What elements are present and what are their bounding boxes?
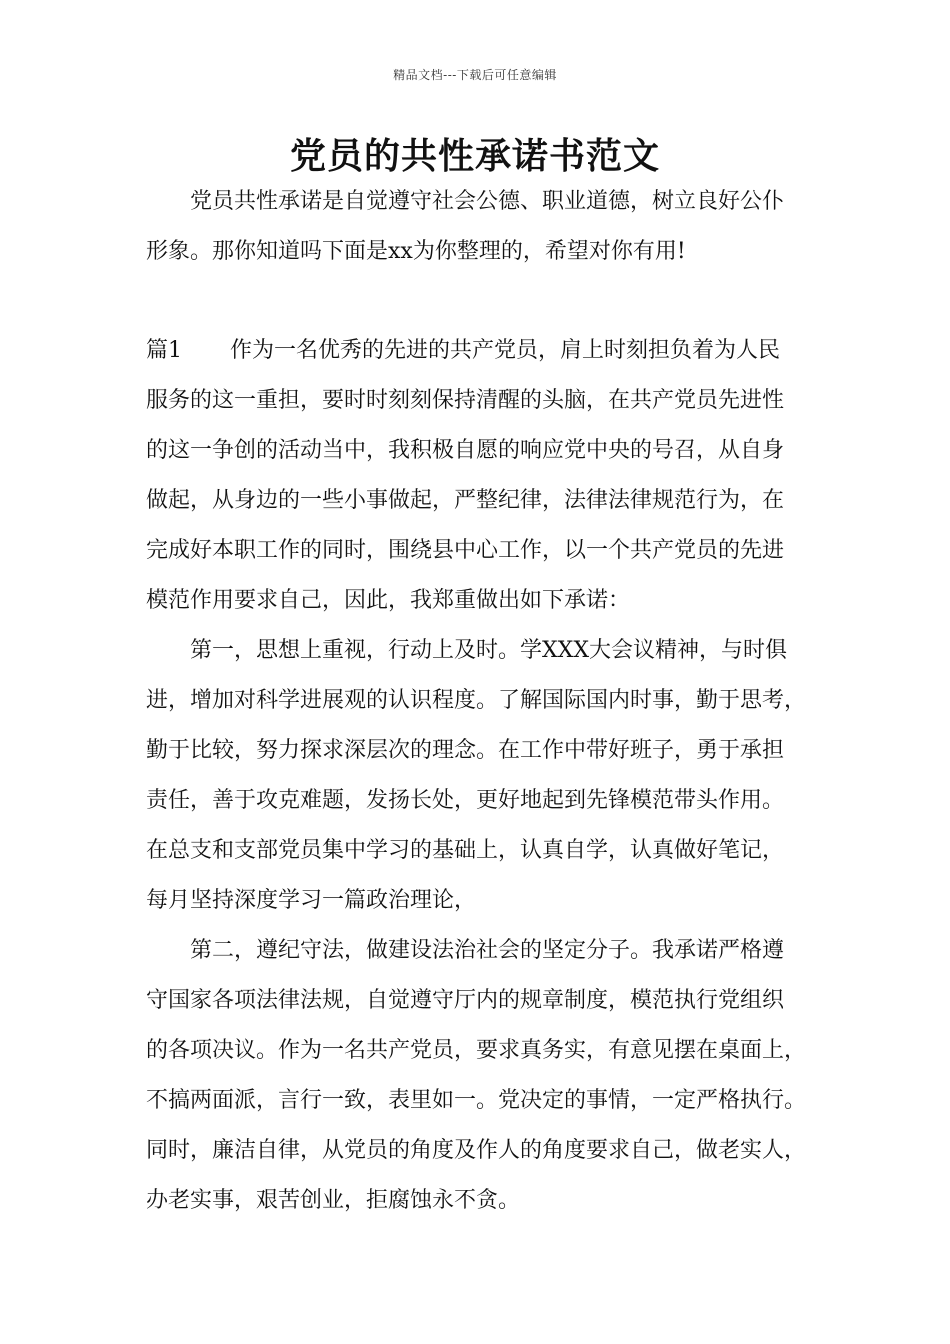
- paragraph-line: 同时，廉洁自律，从党员的角度及作人的角度要求自己，做老实人，: [146, 1138, 807, 1163]
- article-line: 服务的这一重担，要时时刻刻保持清醒的头脑，在共产党员先进性: [146, 388, 785, 413]
- intro-paragraph: [146, 177, 826, 277]
- article-paragraph-1: [146, 326, 826, 626]
- paragraph-line: 守国家各项法律法规，自觉遵守厅内的规章制度，模范执行党组织: [146, 988, 785, 1013]
- article-line: 作为一名优秀的先进的共产党员，肩上时刻担负着为人民: [230, 338, 781, 363]
- intro-line: 党员共性承诺是自觉遵守社会公德、职业道德，树立良好公仆: [190, 189, 785, 214]
- paragraph-line: 进，增加对科学进展观的认识程度。了解国际国内时事，勤于思考，: [146, 688, 807, 713]
- article-label: 篇1: [146, 338, 182, 363]
- article-paragraph-2: [146, 626, 826, 926]
- article-line: 模范作用要求自己，因此，我郑重做出如下承诺：: [146, 588, 631, 613]
- paragraph-line: 第二，遵纪守法，做建设法治社会的坚定分子。我承诺严格遵: [190, 938, 785, 963]
- paragraph-line: 的各项决议。作为一名共产党员，要求真务实，有意见摆在桌面上，: [146, 1038, 807, 1063]
- article-body: [146, 326, 826, 1226]
- paragraph-line: 不搞两面派，言行一致，表里如一。党决定的事情，一定严格执行。: [146, 1088, 807, 1113]
- document-title: 党员的共性承诺书范文: [289, 135, 660, 177]
- paragraph-line: 责任，善于攻克难题，发扬长处，更好地起到先锋模范带头作用。: [146, 788, 785, 813]
- article-line: 的这一争创的活动当中，我积极自愿的响应党中央的号召，从自身: [146, 438, 785, 463]
- article-first-line: [146, 326, 826, 376]
- header-note: 精品文档---下载后可任意编辑: [393, 68, 557, 82]
- article-line: 做起，从身边的一些小事做起，严整纪律，法律法律规范行为，在: [146, 488, 785, 513]
- paragraph-line: 勤于比较，努力探求深层次的理念。在工作中带好班子，勇于承担: [146, 738, 785, 763]
- paragraph-line: 在总支和支部党员集中学习的基础上，认真自学，认真做好笔记，: [146, 838, 785, 863]
- article-paragraph-3: [146, 926, 826, 1226]
- paragraph-line: 第一，思想上重视，行动上及时。学XXX大会议精神，与时俱: [190, 638, 787, 663]
- paragraph-line: 每月坚持深度学习一篇政治理论，: [146, 888, 477, 913]
- paragraph-line: 办老实事，艰苦创业，拒腐蚀永不贪。: [146, 1188, 521, 1213]
- intro-line: 形象。那你知道吗下面是xx为你整理的，希望对你有用!: [146, 239, 686, 264]
- article-line: 完成好本职工作的同时，围绕县中心工作，以一个共产党员的先进: [146, 538, 785, 563]
